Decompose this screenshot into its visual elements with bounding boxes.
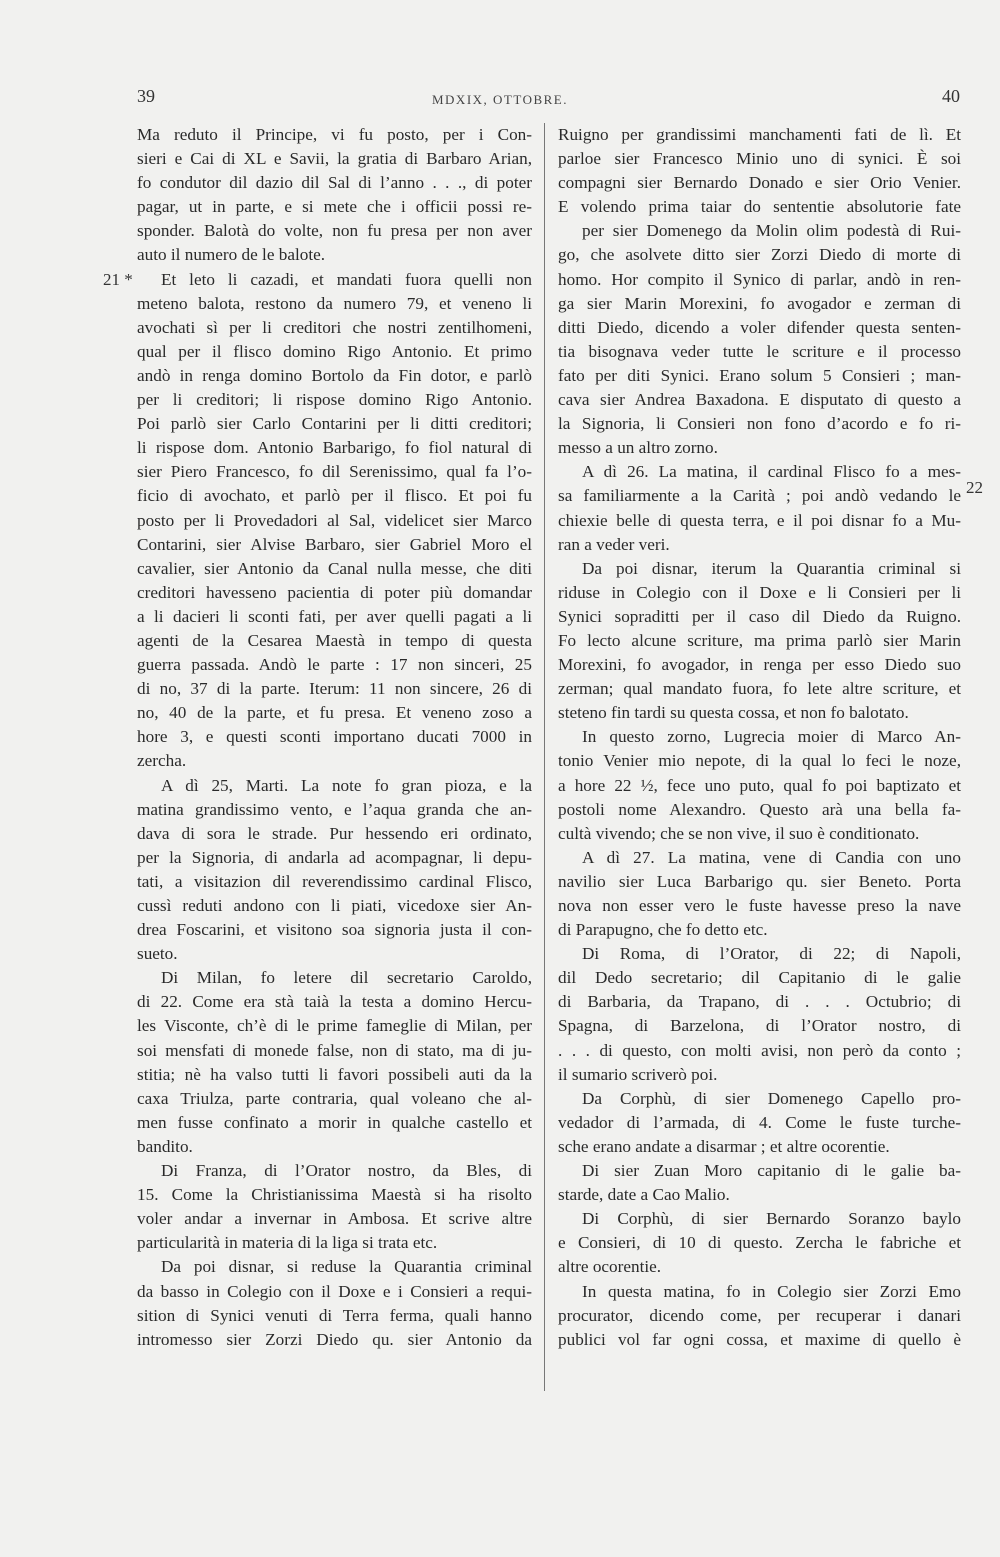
text-line: sition di Synici venuti di Terra ferma, quali hanno	[137, 1305, 532, 1325]
text-line: sier Piero Francesco, fo dil Serenissimo, qual fa l’o-	[137, 462, 532, 482]
text-line: vedador di l’armada, di 4. Come le fuste turche-	[558, 1112, 961, 1132]
text-line: sche erano andate a disarmar ; et altre ocorentie.	[558, 1136, 890, 1156]
text-line: Fo lecto alcune scriture, ma prima parlò sier Marin	[558, 630, 961, 650]
text-line: Et leto li cazadi, et mandati fuora quelli non	[161, 269, 532, 289]
text-line: tia bisognava veder tutte le scriture e il processo	[558, 341, 961, 361]
text-line: auto il numero de le balote.	[137, 245, 326, 265]
text-line: a li dacieri li sconti fati, per aver quelli pagati a li	[137, 606, 532, 626]
text-line: parloe sier Francesco Minio uno di synici. È soi	[558, 149, 961, 169]
text-line: fo condutor dil dazio dil Sal di l’anno . . ., di poter	[137, 173, 532, 193]
text-line: messo a un altro zorno.	[558, 438, 718, 458]
text-line: pagar, ut in parte, e si mete che i officii possi re-	[137, 197, 532, 217]
text-line: Di Franza, di l’Orator nostro, da Bles, di	[161, 1161, 532, 1181]
text-line: per sier Domenego da Molin olim podestà di Rui-	[582, 221, 961, 241]
text-line: per la Signoria, di andarla ad acompagnar, li depu-	[137, 847, 532, 867]
text-line: sponder. Balotà do volte, non fu presa per non aver	[137, 221, 532, 241]
text-line: postoli nome Alexandro. Questo arà una bella fa-	[558, 799, 961, 819]
text-line: ga sier Marin Morexini, fo avogador e zerman di	[558, 293, 961, 313]
text-line: dava di sora le strade. Pur hessendo eri ordinato,	[137, 823, 532, 843]
page-number-left: 39	[137, 86, 155, 106]
text-line: creditori havesseno pacientia di poter più domandar	[137, 582, 532, 602]
text-line: sa familiarmente a la Carità ; poi andò vedando le	[558, 486, 961, 506]
text-line: steteno fin tardi su questa cossa, et non fo balotato.	[558, 703, 909, 723]
text-line: go, che asolvete ditto sier Zorzi Diedo di morte di	[558, 245, 961, 265]
text-line: les Visconte, ch’è di le prime fameglie di Milan, per	[137, 1016, 532, 1036]
text-line: riduse in Colegio con il Doxe e li Consieri per li	[558, 582, 961, 602]
text-line: Spagna, di Barzelona, di l’Orator nostro, di	[558, 1016, 961, 1036]
text-line: per li creditori; li rispose domino Rigo Antonio.	[137, 390, 532, 410]
text-line: cussì reduti andono con li piati, vicedoxe sier An-	[137, 896, 532, 915]
text-line: nova non esser vero le fuste havesse preso la nave	[558, 896, 961, 915]
text-line: fato per diti Synici. Erano solum 5 Consieri ; man-	[558, 365, 961, 385]
text-line: intromesso sier Zorzi Diedo qu. sier Antonio da	[137, 1329, 532, 1349]
margin-note-right: 22	[966, 478, 983, 497]
text-line: la Signoria, li Consieri non fono d’acordo e fo ri-	[558, 414, 961, 434]
text-line: sueto.	[137, 944, 178, 964]
text-line: Da poi disnar, iterum la Quarantia criminal si	[582, 558, 961, 578]
text-line: soi mensfati di monede false, non di stato, ma di ju-	[137, 1040, 532, 1060]
text-line: cavalier, sier Antonio da Canal nulla messe, che diti	[137, 558, 532, 578]
left-column	[137, 123, 532, 1352]
text-line: Ma reduto il Principe, vi fu posto, per i Con-	[137, 125, 532, 144]
text-line: Contarini, sier Alvise Barbaro, sier Gabriel Moro el	[137, 534, 532, 554]
text-line: dil Dedo secretario; dil Capitanio di le galie	[558, 968, 961, 988]
text-line: Synici sopraditti per il caso dil Diedo da Ruigno.	[558, 606, 961, 626]
text-line: andò in renga domino Bortolo da Fin dotor, e parlò	[137, 365, 532, 385]
text-line: cultà vivendo; che se non vive, il suo è conditionato.	[558, 823, 920, 843]
text-line: Di sier Zuan Moro capitanio di le galie ba-	[582, 1161, 961, 1181]
text-line: e Consieri, di 10 di questo. Zercha le fabriche et	[558, 1233, 961, 1253]
text-line: zerman; qual mandato fuora, fo lete altre scriture, et	[558, 679, 961, 699]
text-line: men fusse confinato a morir in qualche castello et	[137, 1112, 532, 1132]
text-line: sieri e Cai di XL e Savii, la gratia di Barbaro Arian,	[137, 149, 532, 169]
text-line: particularità in materia di la liga si trata etc.	[137, 1233, 438, 1253]
text-line: Morexini, fo avogador, in renga per esso Diedo suo	[558, 655, 961, 675]
text-line: Poi parlò sier Carlo Contarini per li ditti creditori;	[137, 414, 532, 434]
text-line: il sumario scriverò poi.	[558, 1064, 718, 1084]
text-line: di Parapugno, che fo detto etc.	[558, 920, 768, 940]
text-line: publici vol far ogni cossa, et maxime di quello è	[558, 1329, 961, 1349]
text-line: A dì 26. La matina, il cardinal Flisco fo a mes-	[582, 462, 961, 482]
text-line: agenti de la Cesarea Maestà in tempo di questa	[137, 630, 532, 650]
text-line: tati, a visitazion dil reverendissimo cardinal Flisco,	[137, 871, 532, 891]
page-number-right: 40	[942, 86, 960, 106]
text-line: di 22. Come era stà taià la testa a domino Hercu-	[137, 992, 532, 1012]
text-line: da basso in Colegio con il Doxe e i Consieri a requi-	[137, 1281, 532, 1301]
text-line: Da Corphù, di sier Domenego Capello pro-	[582, 1088, 961, 1108]
text-line: ran a veder veri.	[558, 534, 670, 554]
text-line: voler andar a invernar in Ambosa. Et scrive altre	[137, 1209, 532, 1229]
text-line: a hore 22 ½, fece uno puto, qual fo poi baptizato et	[558, 775, 961, 795]
text-line: zercha.	[137, 751, 187, 771]
text-line: In questa matina, fo in Colegio sier Zorzi Emo	[582, 1281, 961, 1301]
text-line: qual per il flisco domino Rigo Antonio. Et primo	[137, 341, 532, 361]
text-line: meteno balota, restono da numero 79, et veneno li	[137, 293, 532, 313]
text-line: Di Milan, fo letere dil secretario Caroldo,	[161, 968, 532, 988]
text-line: no, 40 de la parte, et fu presa. Et veneno zoso a	[137, 703, 532, 723]
text-line: Di Roma, di l’Orator, di 22; di Napoli,	[582, 944, 961, 964]
text-line: li rispose dom. Antonio Barbarigo, fo fiol natural di	[137, 438, 532, 458]
text-line: homo. Hor compito il Synico di parlar, andò in ren-	[558, 269, 961, 289]
text-line: matina grandissimo vento, e l’aqua granda che an-	[137, 799, 532, 819]
text-line: guerra passada. Andò le parte : 17 non sinceri, 25	[137, 655, 532, 675]
text-line: stitia; nè ha valso tutti li favori possibeli auti da la	[137, 1064, 532, 1084]
text-line: altre ocorentie.	[558, 1257, 662, 1277]
text-line: . . . di questo, con molti avisi, non però da conto ;	[558, 1040, 961, 1060]
text-line: di Barbaria, da Trapano, di . . . Octubrio; di	[558, 992, 961, 1012]
text-line: 15. Come la Christianissima Maestà si ha risolto	[137, 1185, 532, 1205]
text-line: posto per li Provedadori al Sal, videlicet sier Marco	[137, 510, 532, 530]
text-line: E volendo prima taiar do sententie absolutorie fate	[558, 197, 961, 217]
right-column	[558, 123, 961, 1352]
text-line: cava sier Andrea Baxadona. E disputato di questo a	[558, 390, 961, 410]
text-line: tonio Venier mio nepote, di la qual lo feci le noze,	[558, 751, 961, 771]
text-line: drea Foscarini, et visitono soa signoria justa il con-	[137, 920, 532, 940]
text-line: ditti Diedo, dicendo a voler difender questa senten-	[558, 317, 961, 337]
margin-note-left: 21 *	[103, 270, 133, 289]
text-line: hore 3, e questi sconti importano ducati 7000 in	[137, 727, 532, 747]
text-line: In questo zorno, Lugrecia moier di Marco An-	[582, 727, 961, 747]
text-line: A dì 27. La matina, vene di Candia con uno	[582, 847, 961, 867]
text-line: Di Corphù, di sier Bernardo Soranzo baylo	[582, 1209, 961, 1229]
text-line: navilio sier Luca Barbarigo qu. sier Beneto. Porta	[558, 871, 961, 891]
text-line: Da poi disnar, si reduse la Quarantia criminal	[161, 1257, 532, 1277]
text-line: starde, date a Cao Malio.	[558, 1185, 730, 1205]
text-line: A dì 25, Marti. La note fo gran pioza, e la	[161, 775, 532, 795]
text-line: ficio di avochato, et parlò per il flisco. Et poi fu	[137, 486, 532, 506]
running-title: MDXIX, OTTOBRE.	[431, 92, 568, 107]
text-line: bandito.	[137, 1136, 193, 1156]
text-line: Ruigno per grandissimi manchamenti fati de lì. Et	[558, 125, 961, 144]
text-line: procurator, dicendo come, per recuperar i danari	[558, 1305, 961, 1325]
text-line: avochati sì per li creditori che nostri zentilhomeni,	[137, 317, 532, 337]
text-line: chiexie belle di questa terra, e il poi disnar fo a Mu-	[558, 510, 961, 530]
column-divider	[544, 123, 545, 1391]
text-line: caxa Triulza, parte contraria, qual voleano che al-	[137, 1088, 532, 1108]
text-line: compagni sier Bernardo Donado e sier Orio Venier.	[558, 173, 961, 193]
text-line: di no, 37 di la parte. Iterum: 11 non sincere, 26 di	[137, 679, 532, 699]
